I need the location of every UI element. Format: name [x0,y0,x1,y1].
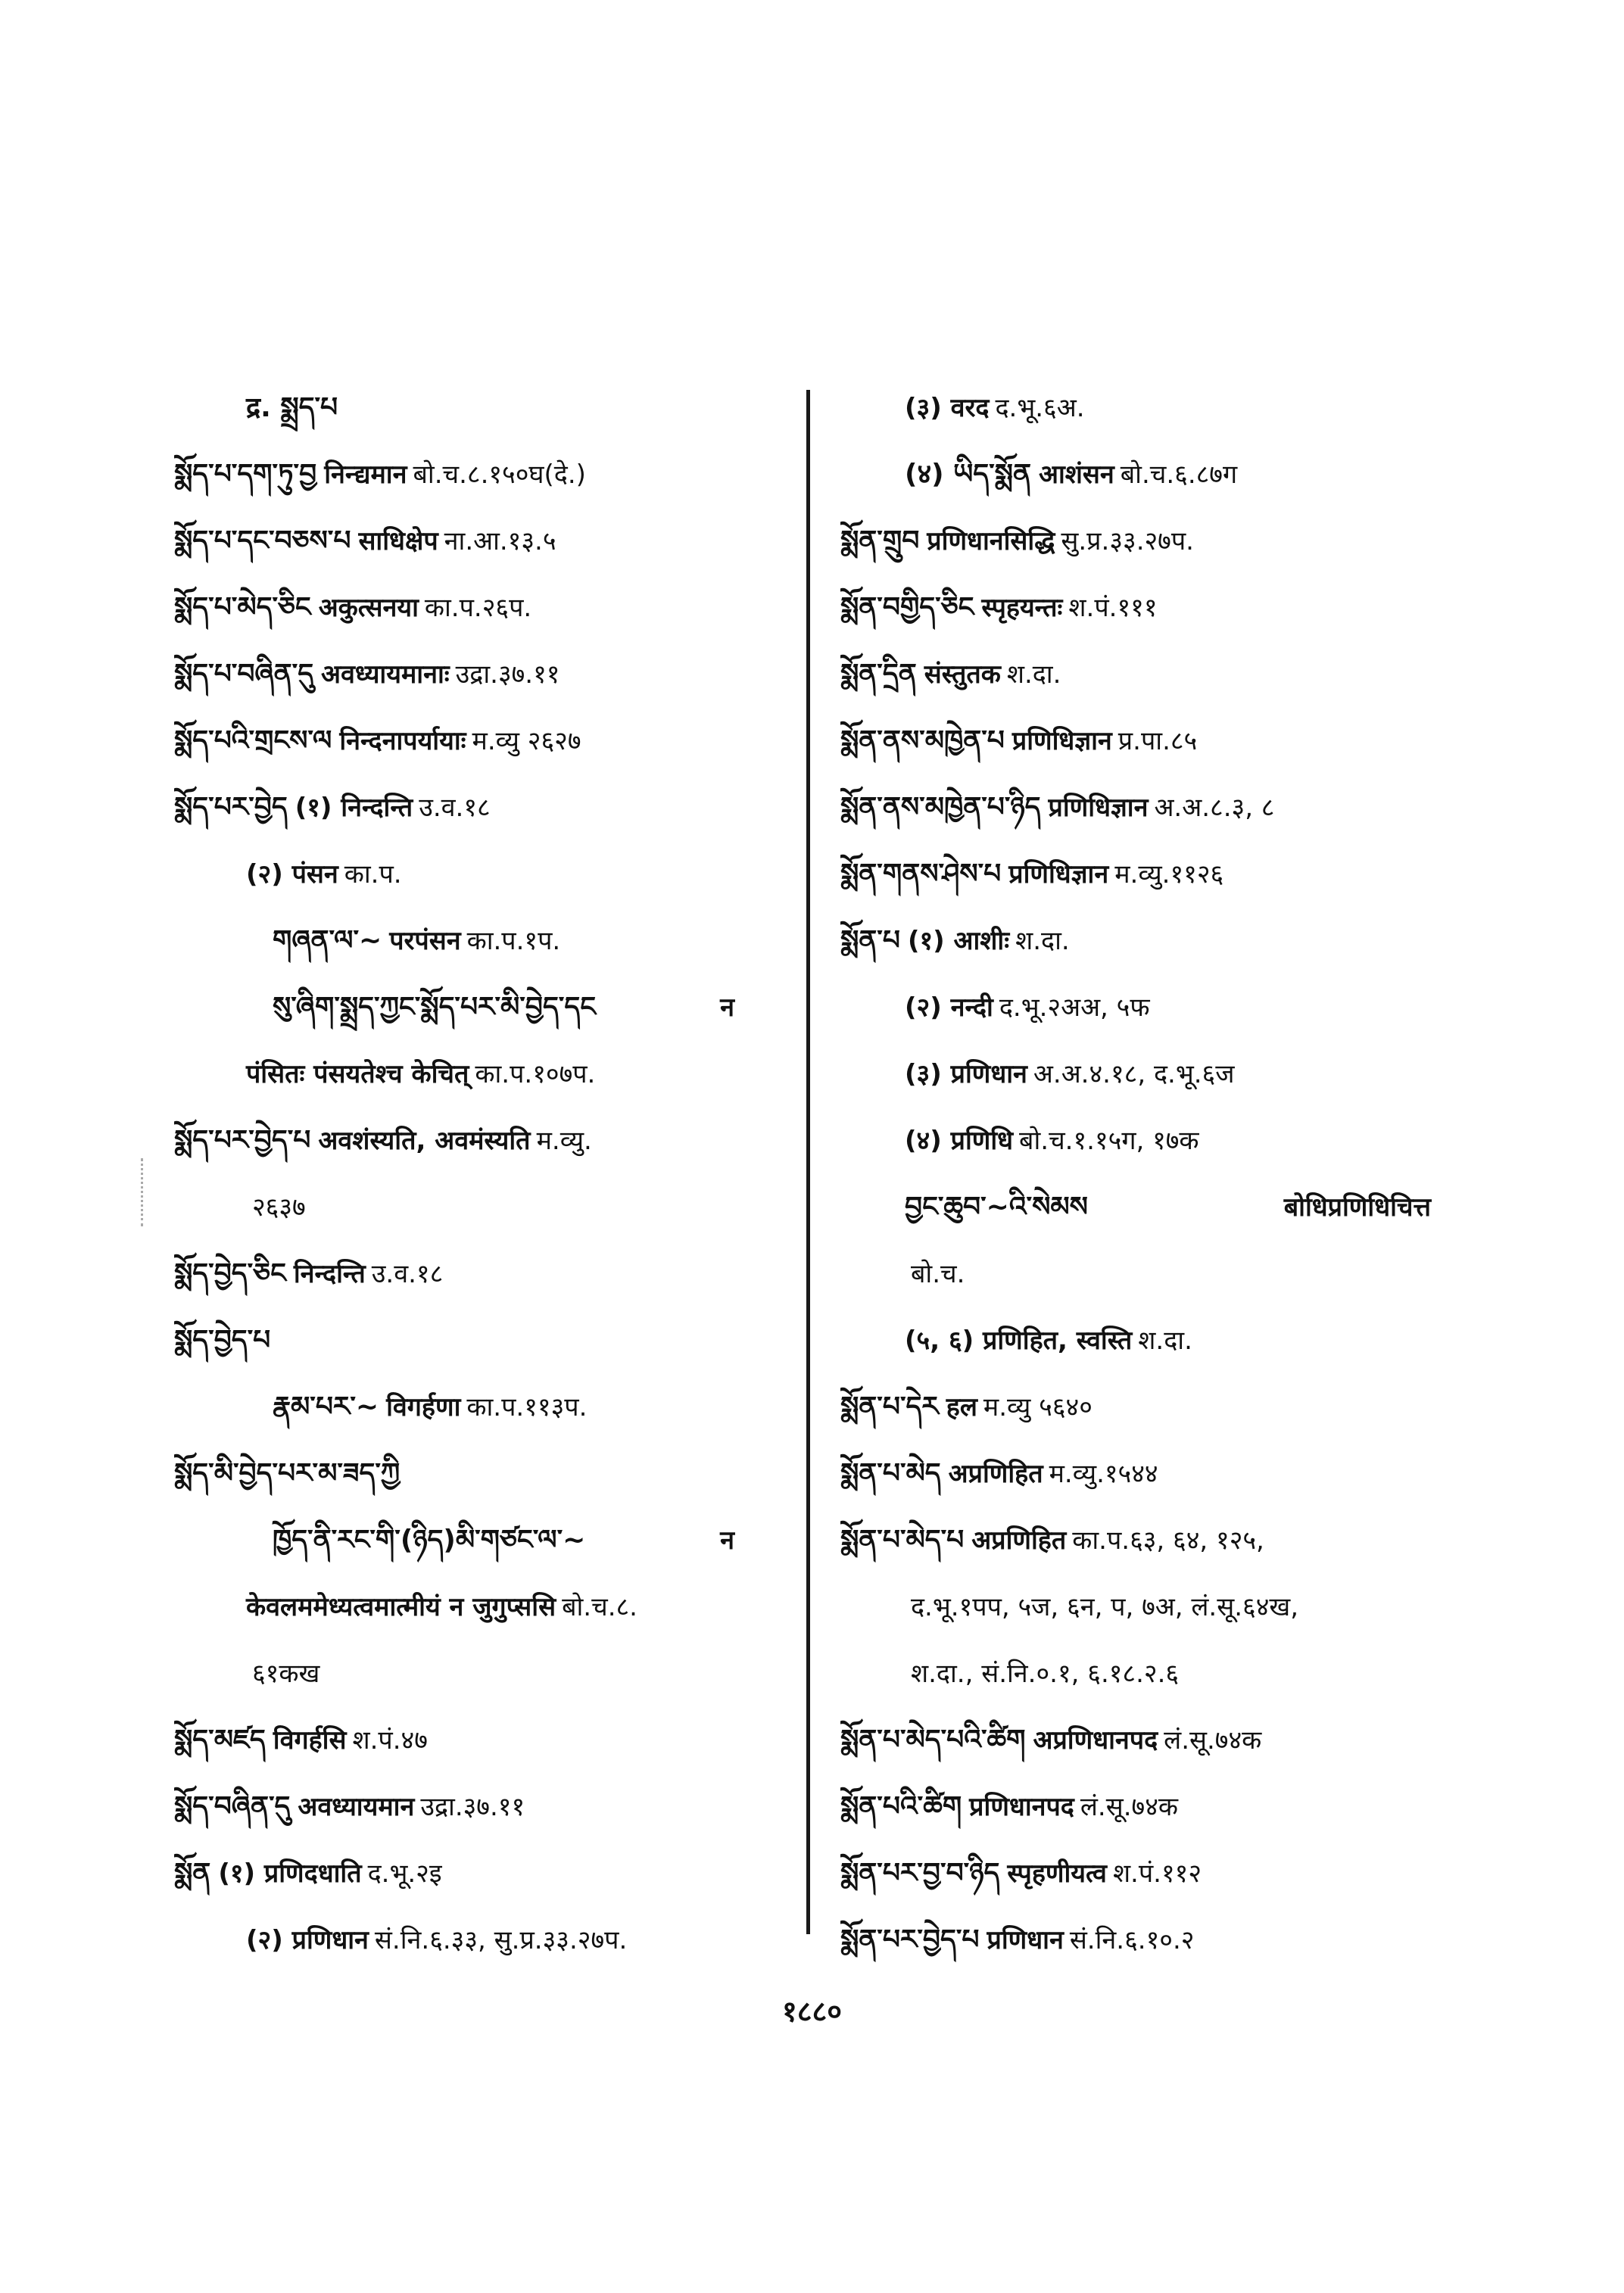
sanskrit-equivalent: प्रणिधानपद [969,1792,1074,1822]
dictionary-entry [174,841,780,908]
dictionary-entry [174,1374,780,1441]
dictionary-entry [174,1707,780,1774]
dictionary-entry [840,1707,1476,1774]
sanskrit-equivalent: आशंसन [1038,460,1114,490]
tibetan-headword: སྨོད་པ་མེད་ཅིང [174,592,311,623]
dictionary-entry [840,575,1476,641]
dictionary-entry [174,1174,780,1241]
source-reference: श.दा. [1006,659,1061,690]
source-reference: अ.अ.८.३, ८ [1154,793,1275,823]
source-reference: उ.व.१८ [419,793,491,823]
sanskrit-equivalent: (२) नन्दी [905,992,993,1023]
sanskrit-equivalent: (१) निन्दन्ति [295,793,413,823]
dictionary-entry [174,641,780,708]
dictionary-entry [174,1840,780,1907]
source-reference: ६१कख [252,1659,320,1689]
source-reference: बो.च.६.८७ग [1120,460,1238,490]
source-reference: का.प. [344,859,402,889]
dictionary-entry [174,375,780,441]
dictionary-entry [840,1108,1476,1174]
sanskrit-equivalent: अकुत्सनया [318,593,419,623]
sanskrit-equivalent: निन्द्यमान [324,460,407,490]
trailing-text: न [720,992,734,1023]
sanskrit-equivalent: पंसितः पंसयतेश्च केचित् [246,1059,469,1089]
dictionary-entry [840,1307,1476,1374]
dictionary-entry [840,974,1476,1041]
dictionary-entry [840,1574,1476,1640]
source-reference: का.प.१प. [466,926,561,956]
source-reference: सं.नि.६.१०.२ [1069,1925,1195,1955]
sanskrit-equivalent: स्पृहणीयत्व [1007,1858,1107,1889]
dictionary-entry [174,1507,780,1574]
source-reference: प्र.पा.८५ [1117,726,1198,756]
sanskrit-equivalent: (१) प्रणिदधाति [218,1858,362,1889]
dictionary-entry [840,908,1476,974]
source-reference: लं.सू.७४क [1080,1792,1178,1822]
tibetan-headword: སྨོད་བཞིན་དུ [174,1791,291,1822]
dictionary-entry [174,908,780,974]
tibetan-headword: སྨོན་དྲིན [840,659,917,690]
sanskrit-equivalent: केवलममेध्यत्वमात्मीयं न जुगुप्ससि [246,1592,556,1622]
tibetan-headword: སྨོད་པར་བྱེད [174,792,288,823]
tibetan-headword: སྨོན [174,1858,211,1889]
dictionary-entry [840,1241,1476,1307]
sanskrit-equivalent: निन्दन्ति [293,1259,366,1289]
sanskrit-equivalent: प्रणिधिज्ञान [1008,859,1109,889]
dictionary-entry [174,1574,780,1640]
dictionary-entry [174,441,780,508]
source-reference: श.पं.४७ [352,1725,428,1756]
tibetan-headword: སྨོན་ནས་མཁྱེན་པ [840,725,1005,756]
dictionary-entry [174,1640,780,1707]
dictionary-entry [840,375,1476,441]
sanskrit-equivalent: (५, ६) प्रणिहित, स्वस्ति [905,1326,1133,1356]
dictionary-entry [840,1507,1476,1574]
tibetan-headword: སུ་ཞིག་སྨྲད་ཀྱང་སྨོད་པར་མི་བྱེད་དང [273,992,596,1023]
sanskrit-equivalent: (३) वरद [905,393,990,423]
tibetan-headword: སྨོད་བྱེད་ཅིང [174,1258,286,1289]
source-reference: म.व्यु.११२६ [1114,859,1224,889]
source-reference: बो.च.१.१५ग, १७क [1019,1126,1199,1156]
tibetan-headword: སྨོད་མི་བྱེད་པར་མ་ཟད་ཀྱི [174,1458,401,1489]
source-reference: का.प.२६प. [424,593,532,623]
left-column [174,375,780,1974]
source-reference: बो.च.८. [562,1592,637,1622]
source-reference: उद्रा.३७.११ [455,659,560,690]
dictionary-entry [174,508,780,575]
sanskrit-equivalent: अप्रणिहित [971,1525,1067,1556]
tibetan-headword: སྨོད་བྱེད་པ [174,1325,271,1356]
column-divider [806,390,810,1934]
source-reference: म.व्यु.१५४४ [1049,1459,1158,1489]
tibetan-headword: སྨོན་པར་བྱེད་པ [840,1924,980,1955]
tibetan-headword: བྱང་ཆུབ་~འི་སེམས [905,1192,1088,1223]
sanskrit-equivalent: हल [946,1392,977,1422]
dictionary-entry [840,1840,1476,1907]
dictionary-entry [174,1108,780,1174]
tibetan-headword: སྨོད་མཛད [174,1724,266,1756]
source-reference: बो.च.८.१५०घ(दे.) [413,460,586,490]
sanskrit-equivalent: (४) प्रणिधि [905,1126,1014,1156]
trailing-text: न [720,1525,734,1556]
source-reference: द.भू.१पप, ५ज, ६न, प, ७अ, लं.सू.६४ख, [911,1592,1299,1622]
source-reference: का.प.१०७प. [475,1059,596,1089]
dictionary-entry [840,1174,1476,1241]
sanskrit-equivalent: अप्रणिहित [948,1459,1043,1489]
tibetan-headword: ཁྱོད་ནི་རང་གི་(ཉིད)མི་གཙང་ལ་~ [273,1525,586,1556]
tibetan-headword: (४) ཡིད་སྨོན [905,459,1031,490]
tibetan-headword: སྨོད་པ་དང་བཅས་པ [174,525,351,556]
tibetan-headword: སྨོད་པ་དག་ཏུ་བྱ [174,459,317,490]
tibetan-headword: སྨོན་གྲུབ [840,525,920,556]
tibetan-headword: སྨོན་པའི་ཚིག [840,1791,962,1822]
tibetan-headword: སྨོན་ནས་མཁྱེན་པ་ཉིད [840,792,1041,823]
sanskrit-equivalent: अवध्यायमानाः [321,659,450,690]
sanskrit-equivalent: अवशंस्यति, अवमंस्यति [318,1126,531,1156]
dictionary-entry [840,641,1476,708]
dictionary-entry [840,1907,1476,1974]
source-reference: द.भू.६अ. [995,393,1085,423]
page-number: १८८० [781,1995,843,2028]
right-column [840,375,1476,1974]
tibetan-headword: སྨོད་པ་བཞིན་དུ [174,659,314,690]
source-reference: म.व्यु. [536,1126,592,1156]
dictionary-entry [840,774,1476,841]
dictionary-entry [174,1907,780,1974]
tibetan-headword: རྣམ་པར་~ [273,1391,379,1422]
source-reference: उ.व.१८ [371,1259,444,1289]
source-reference: श.पं.११२ [1112,1858,1202,1889]
sanskrit-equivalent: साधिक्षेप [358,526,438,556]
sanskrit-equivalent: प्रणिधिज्ञान [1011,726,1112,756]
dictionary-entry [840,1774,1476,1840]
dictionary-entry [840,508,1476,575]
source-reference: म.व्यु २६२७ [472,726,581,756]
dictionary-entry [174,1041,780,1108]
source-reference: श.पं.१११ [1068,593,1158,623]
dictionary-entry [174,1241,780,1307]
sanskrit-equivalent: (३) प्रणिधान [905,1059,1027,1089]
source-reference: २६३७ [252,1192,306,1223]
tibetan-headword: སྨོད་པར་བྱེད་པ [174,1125,311,1156]
sanskrit-equivalent: प्रणिधिज्ञान [1048,793,1149,823]
dictionary-entry [174,974,780,1041]
source-reference: अ.अ.४.१८, द.भू.६ज [1033,1059,1235,1089]
tibetan-headword: སྨོན་པ [840,925,900,956]
dictionary-entry [174,708,780,774]
sanskrit-equivalent: प्रणिधानसिद्धि [927,526,1055,556]
sanskrit-equivalent: विगर्हसि [273,1725,347,1756]
dictionary-entry [840,1640,1476,1707]
sanskrit-equivalent: संस्तुतक [924,659,1001,690]
tibetan-headword: སྨོན་པ་མེད་པའི་ཚིག [840,1724,1026,1756]
dictionary-entry [840,441,1476,508]
dictionary-entry [840,1374,1476,1441]
sanskrit-equivalent: (२) पंसन [246,859,338,889]
tibetan-headword: སྨོན་པ་མེད [840,1458,941,1489]
source-reference: सं.नि.६.३३, सु.प्र.३३.२७प. [374,1925,628,1955]
trailing-text: बोधिप्रणिधिचित्त [1283,1192,1431,1223]
source-reference: श.दा. [1015,926,1070,956]
source-reference: बो.च. [911,1259,965,1289]
dictionary-entry [174,1441,780,1507]
tibetan-headword: གཞན་ལ་~ [273,925,382,956]
source-reference: श.दा., सं.नि.०.१, ६.१८.२.६ [911,1659,1180,1689]
sanskrit-equivalent: विगर्हणा [386,1392,461,1422]
tibetan-headword: སྨོན་པར་བྱ་བ་ཉིད [840,1858,1000,1889]
tibetan-headword: སྨོད་པའི་གྲངས་ལ [174,725,332,756]
dictionary-entry [174,1774,780,1840]
dictionary-entry [174,1307,780,1374]
sanskrit-equivalent: (२) प्रणिधान [246,1925,369,1955]
sanskrit-equivalent: अवध्यायमान [298,1792,415,1822]
source-reference: द.भू.२इ [367,1858,442,1889]
source-reference: ना.आ.१३.५ [444,526,556,556]
dictionary-entry [174,774,780,841]
source-reference: का.प.११३प. [466,1392,588,1422]
dictionary-entry [840,841,1476,908]
sanskrit-equivalent: (१) आशीः [907,926,1010,956]
source-reference: का.प.६३, ६४, १२५, [1072,1525,1264,1556]
source-reference: सु.प्र.३३.२७प. [1061,526,1194,556]
tibetan-headword: སྨོན་གནས་ཤེས་པ [840,858,1002,889]
tibetan-headword: द्र. སྨྲད་པ [246,392,338,423]
source-reference: श.दा. [1138,1326,1192,1356]
tibetan-headword: སྨོན་པ་མེད་པ [840,1525,965,1556]
dictionary-entry [174,575,780,641]
dictionary-entry [840,1041,1476,1108]
sanskrit-equivalent: प्रणिधान [987,1925,1064,1955]
sanskrit-equivalent: निन्दनापर्यायाः [339,726,466,756]
tibetan-headword: སྨོན་པ་དེར [840,1391,939,1422]
source-reference: द.भू.२अअ, ५फ [999,992,1150,1023]
sanskrit-equivalent: स्पृहयन्तः [981,593,1063,623]
sanskrit-equivalent: अप्रणिधानपद [1033,1725,1158,1756]
source-reference: लं.सू.७४क [1164,1725,1262,1756]
tibetan-headword: སྨོན་བགྱིད་ཅིང [840,592,974,623]
sanskrit-equivalent: परपंसन [389,926,461,956]
margin-mark [141,1158,145,1226]
dictionary-entry [840,1441,1476,1507]
dictionary-entry [840,708,1476,774]
source-reference: म.व्यु ५६४० [983,1392,1093,1422]
source-reference: उद्रा.३७.११ [420,1792,525,1822]
